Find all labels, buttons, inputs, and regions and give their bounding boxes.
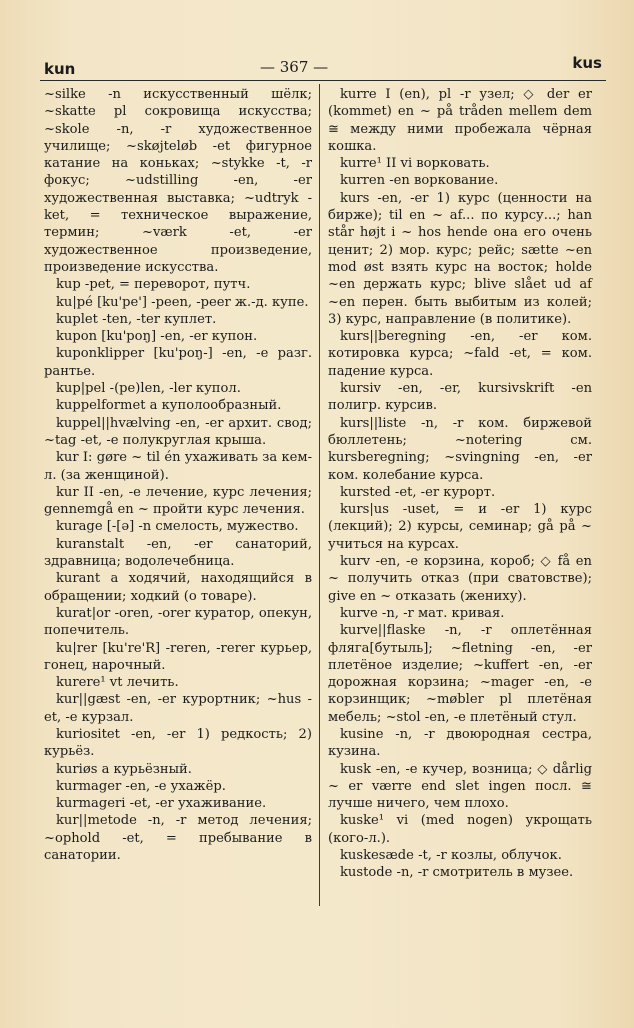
entry: kurs||liste -n, -r ком. биржевой бюллетень; ~notering см. kursberegning; ~svingning -en, -er ком. колебание курса. (328, 415, 592, 483)
page-header (40, 54, 604, 80)
entry: kurre¹ II vi ворковать. (340, 156, 490, 172)
entry: kurmager -en, -e ухажёр. (56, 778, 226, 794)
entry: ku|pé [ku'pe'] -peen, -peer ж.-д. купе. (56, 294, 309, 310)
column-divider (319, 84, 320, 906)
entry: ~silke -n искусственный шёлк; ~skatte pl сокровища искусства; ~skole -n, -r художественное училище; ~skøjteløb -et фигурное катание на коньках; ~stykke -t, -r фокус; ~udstilling -en, -er художественная выставка; ~udtryk -ket, = техническое выражение, термин; ~værk -et, -er художественное произведение, произведение искусства. (44, 87, 312, 275)
entry: kusk -en, -e кучер, возница; ◇ dårlig ~ er værre end slet ingen посл. ≅ лучше ничего, чем плохо. (328, 761, 592, 812)
entry: kurs||beregning -en, -er ком. котировка курса; ~fald -et, = ком. падение курса. (328, 329, 592, 379)
entry: kursted -et, -er курорт. (340, 484, 496, 500)
entry: kurs|us -uset, = и -er 1) курс (лекций); 2) курсы, семинар; gå på ~ учиться на курсах. (328, 502, 592, 552)
entry: kurve||flaske -n, -r оплетённая фляга[бутыль]; ~fletning -en, -er плетёное изделие; ~kuffert -en, -er дорожная корзина; ~mager -en, -e корзинщик; ~møbler pl плетёная мебель; ~stol -en, -e плетёный стул. (328, 623, 592, 725)
entry: kupon [ku'poŋ] -en, -er купон. (56, 329, 258, 345)
entry: kuranstalt -en, -er санаторий, здравница; водолечебница. (44, 536, 312, 570)
entry: kursiv -en, -er, kursivskrift -en полигр. курсив. (328, 381, 592, 414)
entry: kurat|or -oren, -orer куратор, опекун, попечитель. (44, 605, 312, 639)
header-rule (40, 80, 606, 81)
entry: kurmageri -et, -er ухаживание. (56, 796, 267, 812)
entry: kuriøs a курьёзный. (56, 761, 192, 777)
entry: kuriositet -en, -er 1) редкость; 2) курьёз. (44, 726, 312, 760)
entry: ku|rer [ku're'R] -reren, -rerer курьер, гонец, нарочный. (44, 640, 312, 673)
entry: kurant a ходячий, находящийся в обращении; ходкий (о товаре). (44, 571, 312, 604)
left-guide-word: kun (44, 60, 76, 78)
entry: kuppelformet a куполообразный. (56, 398, 282, 414)
entry: kurs -en, -er 1) курс (ценности на бирже); til en ~ af... по курсу...; han står højt i ~ hos hende она его очень ценит; 2) мор. курс; рейс; sætte ~en mod øst взять курс на восток; holde ~en держать курс; blive slået ud af ~en перен. быть выбитым из колей; 3) курс, направление (в политике). (328, 190, 592, 327)
right-guide-word: kus (572, 54, 602, 72)
entry: kurve -n, -r мат. кривая. (340, 605, 505, 621)
entry: kur II -en, -e лечение, курс лечения; gennemgå en ~ пройти курс лечения. (44, 484, 312, 518)
entry: kustode -n, -r смотритель в музее. (340, 865, 574, 881)
left-column (44, 86, 312, 864)
entry: kuppel||hvælving -en, -er архит. свод; ~tag -et, -e полукруглая крыша. (44, 415, 312, 448)
entry: kuskesæde -t, -r козлы, облучок. (340, 848, 562, 864)
entry: kurere¹ vt лечить. (56, 675, 179, 691)
page-number: — 367 — (260, 58, 329, 76)
entry: kuplet -ten, -ter куплет. (56, 311, 217, 327)
entry: kup|pel -(pe)len, -ler купол. (56, 381, 241, 397)
entry: kurage [-[ə] -n смелость, мужество. (56, 519, 299, 535)
entry: kusine -n, -r двоюродная сестра, кузина. (328, 726, 592, 760)
right-column (328, 86, 592, 882)
entry: kurren -en воркование. (340, 173, 499, 189)
entry: kurv -en, -e корзина, короб; ◇ få en ~ получить отказ (при сватовстве); give en ~ отказать (жениху). (328, 554, 592, 604)
entry: kur||metode -n, -r метод лечения; ~ophold -et, = пребывание в санатории. (44, 813, 312, 864)
entry: kup -pet, = переворот, путч. (56, 277, 251, 293)
entry: kur||gæst -en, -er курортник; ~hus -et, -e курзал. (44, 692, 312, 725)
entry: kuske¹ vi (med nogen) укрощать (кого-л.). (328, 813, 592, 846)
entry: kurre I (en), pl -r узел; ◇ der er (kommet) en ~ på tråden mellem dem ≅ между ними пробежала чёрная кошка. (328, 87, 592, 154)
entry: kuponklipper [ku'poŋ-] -en, -e разг. рантье. (44, 346, 312, 379)
entry: kur I: gøre ~ til én ухаживать за кем-л. (за женщиной). (44, 450, 312, 483)
